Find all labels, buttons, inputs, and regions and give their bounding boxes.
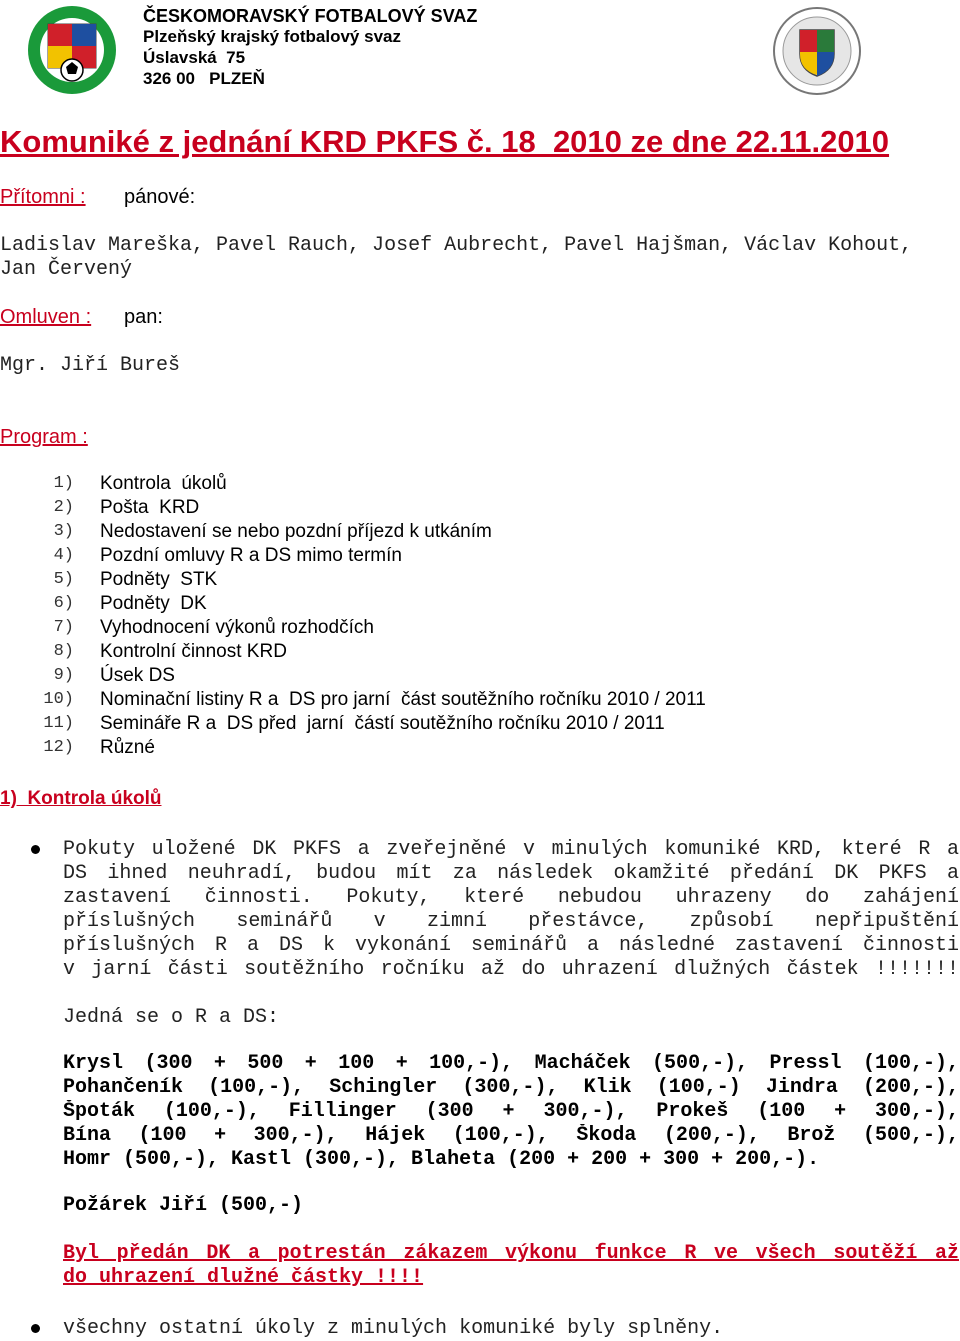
fines-list [63,1052,959,1172]
paragraph-line: DS ihned neuhradí, budou mít za následek okamžité předání DK PKFS a [63,862,959,885]
cmfs-logo [18,4,126,96]
page-title: Komuniké z jednání KRD PKFS č. 18 2010 ze dne 22.11.2010 [0,124,890,159]
penalty-line: do uhrazení dlužné částky !!!! [63,1266,424,1289]
paragraph-line: příslušných R a DS k vykonání seminářů a následné zastavení činnosti [63,934,959,957]
program-item [0,688,960,712]
program-item [0,664,960,688]
program-item-number: 11) [43,714,74,733]
pkfs-logo [772,6,862,96]
address-street: Úslavská 75 [143,48,246,67]
bullet-icon [31,1324,40,1333]
fines-line: Krysl (300 + 500 + 100 + 100,-), Macháček (500,-), Pressl (100,-), [63,1052,959,1075]
fines-notice-paragraph [63,838,959,982]
paragraph-line: Pokuty uložené DK PKFS a zveřejněné v minulých komuniké KRD, které R a [63,838,959,861]
program-item-number: 5) [53,570,74,589]
bullet-icon [31,845,40,854]
owed-label: Jedná se o R a DS: [63,1006,280,1029]
program-item-text: Vyhodnocení výkonů rozhodčích [100,617,374,638]
program-item-number: 12) [43,738,74,757]
present-label: Přítomni : [0,186,86,208]
program-item-text: Různé [100,737,155,758]
program-item-text: Semináře R a DS před jarní částí soutěžního ročníku 2010 / 2011 [100,713,665,734]
program-item-text: Podněty DK [100,593,207,614]
fines-line: Špoták (100,-), Fillinger (300 + 300,-), Prokeš (100 + 300,-), [63,1100,959,1123]
program-item [0,712,960,736]
paragraph-line: v jarní části soutěžního ročníku až do uhrazení dlužných částek !!!!!!! [63,958,959,981]
paragraph-line: zastavení činnosti. Pokuty, které nebudou uhrazeny do zahájení [63,886,959,909]
excused-name: Mgr. Jiří Bureš [0,354,181,377]
fines-line: Homr (500,-), Kastl (300,-), Blaheta (200 + 200 + 300 + 200,-). [63,1148,820,1171]
program-list [0,472,960,762]
tasks-completed-note: všechny ostatní úkoly z minulých komuniké byly splněny. [63,1317,724,1340]
program-item [0,568,960,592]
program-item-number: 9) [53,666,74,685]
program-item-number: 2) [53,498,74,517]
program-item-number: 6) [53,594,74,613]
program-item-text: Pozdní omluvy R a DS mimo termín [100,545,402,566]
program-item [0,520,960,544]
program-item [0,472,960,496]
address-city: 326 00 PLZEŇ [143,69,265,88]
program-item [0,616,960,640]
program-label: Program : [0,426,88,448]
paragraph-line: příslušných seminářů v zimní přestávce, způsobí nepřipuštění [63,910,959,933]
program-item-number: 3) [53,522,74,541]
excused-label: Omluven : [0,306,92,328]
program-item-text: Úsek DS [100,665,175,686]
program-item [0,640,960,664]
penalty-line: Byl předán DK a potrestán zákazem výkonu funkce R ve všech soutěží až [63,1242,959,1265]
program-item [0,496,960,520]
program-item [0,592,960,616]
program-item-number: 7) [53,618,74,637]
program-item-text: Pošta KRD [100,497,200,518]
program-item-number: 10) [43,690,74,709]
program-item-text: Podněty STK [100,569,218,590]
present-names-line1: Ladislav Mareška, Pavel Rauch, Josef Aubrecht, Pavel Hajšman, Václav Kohout, [0,234,913,257]
program-item-text: Nominační listiny R a DS pro jarní část soutěžního ročníku 2010 / 2011 [100,689,706,710]
pozarek-fine: Požárek Jiří (500,-) [63,1194,304,1217]
fines-line: Bína (100 + 300,-), Hájek (100,-), Škoda (200,-), Brož (500,-), [63,1124,959,1147]
program-item-number: 8) [53,642,74,661]
program-item-number: 4) [53,546,74,565]
present-names-line2: Jan Červený [0,258,133,281]
fines-line: Pohančeník (100,-), Schingler (300,-), Klik (100,-) Jindra (200,-), [63,1076,959,1099]
program-item-text: Kontrolní činnost KRD [100,641,287,662]
program-item [0,736,960,760]
program-item-text: Nedostavení se nebo pozdní příjezd k utkáním [100,521,492,542]
program-item-text: Kontrola úkolů [100,473,227,494]
program-item [0,544,960,568]
present-salutation: pánové: [124,186,196,208]
program-item-number: 1) [53,474,74,493]
penalty-notice [63,1242,959,1290]
section-heading: 1) Kontrola úkolů [0,788,162,809]
sub-org-name: Plzeňský krajský fotbalový svaz [143,27,401,46]
org-name: ČESKOMORAVSKÝ FOTBALOVÝ SVAZ [143,6,478,26]
excused-salutation: pan: [124,306,163,328]
